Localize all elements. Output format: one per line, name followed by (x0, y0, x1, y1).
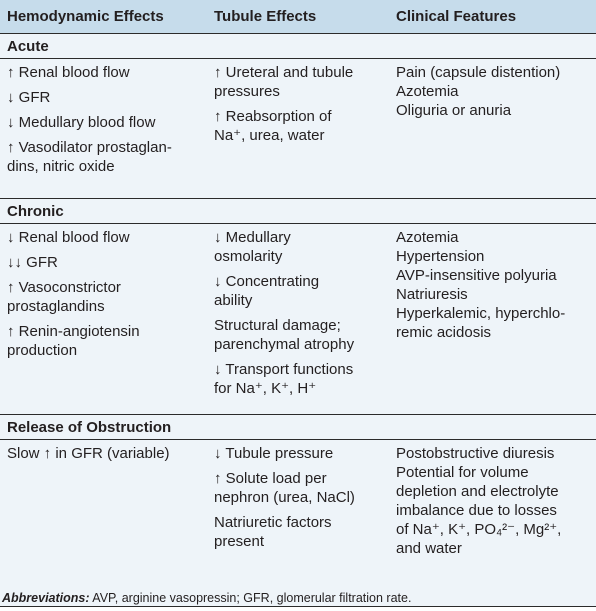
hemodynamic-cell (0, 63, 208, 198)
list-item (214, 272, 388, 310)
text-line: pressures (214, 83, 280, 100)
text-line: Na⁺, urea, water (214, 127, 325, 144)
table-body (0, 34, 596, 607)
table-row (0, 59, 596, 199)
clinical-cell (388, 228, 596, 414)
list-item (7, 138, 208, 176)
text-line: and water (396, 540, 462, 557)
list-item (7, 113, 208, 132)
text-line: Slow ↑ in GFR (variable) (7, 445, 170, 462)
hemodynamic-cell (0, 228, 208, 414)
abbreviations-label: Abbreviations: (2, 591, 90, 605)
text-line: Natriuretic factors (214, 514, 332, 531)
abbreviations-footnote (2, 591, 411, 605)
table-row (0, 224, 596, 415)
list-item (214, 444, 388, 463)
text-line: ↑ Reabsorption of (214, 108, 332, 125)
text-line: ↓ Renal blood flow (7, 229, 130, 246)
list-item (214, 107, 388, 145)
text-line: ↓ Concentrating (214, 273, 320, 290)
list-item (7, 322, 208, 360)
header-tubule: Tubule Effects (214, 8, 317, 25)
list-item (7, 63, 208, 82)
text-line: Oliguria or anuria (396, 102, 512, 119)
list-item (214, 63, 388, 101)
tubule-cell (208, 444, 388, 606)
clinical-cell (388, 444, 596, 606)
section-title: Acute (0, 34, 596, 59)
list-item (7, 278, 208, 316)
header-hemodynamic: Hemodynamic Effects (7, 8, 164, 25)
clinical-cell (388, 63, 596, 198)
tubule-cell (208, 228, 388, 414)
text-line: Potential for volume (396, 464, 529, 481)
list-item (7, 253, 208, 272)
list-item (396, 444, 596, 463)
text-line: remic acidosis (396, 324, 492, 341)
text-line: ↓ Transport functions (214, 361, 354, 378)
tubule-cell (208, 63, 388, 198)
text-line: ↓ GFR (7, 89, 51, 106)
text-line: Structural damage; (214, 317, 341, 334)
list-item (396, 463, 596, 558)
text-line: ↑ Solute load per (214, 470, 327, 487)
list-item (7, 444, 208, 463)
list-item (396, 228, 596, 342)
text-line: osmolarity (214, 248, 283, 265)
text-line: Azotemia (396, 83, 459, 100)
text-line: ↓↓ GFR (7, 254, 58, 271)
list-item (214, 360, 388, 398)
text-line: imbalance due to losses (396, 502, 557, 519)
hemodynamic-cell (0, 444, 208, 606)
list-item (214, 469, 388, 507)
list-item (7, 88, 208, 107)
text-line: ability (214, 292, 253, 309)
text-line: depletion and electrolyte (396, 483, 559, 500)
text-line: ↓ Tubule pressure (214, 445, 334, 462)
list-item (214, 316, 388, 354)
list-item (396, 63, 596, 120)
text-line: prostaglandins (7, 298, 105, 315)
table-header-row (0, 0, 596, 34)
header-clinical: Clinical Features (396, 8, 517, 25)
section-title: Release of Obstruction (0, 415, 596, 440)
text-line: Hyperkalemic, hyperchlo- (396, 305, 566, 322)
text-line: present (214, 533, 265, 550)
abbreviations-text: AVP, arginine vasopressin; GFR, glomerular filtration rate. (89, 591, 412, 605)
text-line: dins, nitric oxide (7, 158, 115, 175)
text-line: Hypertension (396, 248, 485, 265)
list-item (7, 228, 208, 247)
text-line: ↓ Medullary (214, 229, 291, 246)
text-line: ↑ Renal blood flow (7, 64, 130, 81)
text-line: ↑ Vasoconstrictor (7, 279, 121, 296)
table-row (0, 440, 596, 607)
text-line: nephron (urea, NaCl) (214, 489, 355, 506)
text-line: Natriuresis (396, 286, 468, 303)
list-item (214, 513, 388, 551)
text-line: Azotemia (396, 229, 459, 246)
text-line: Postobstructive diuresis (396, 445, 555, 462)
text-line: of Na⁺, K⁺, PO₄²⁻, Mg²⁺, (396, 521, 562, 538)
text-line: for Na⁺, K⁺, H⁺ (214, 380, 317, 397)
text-line: ↑ Ureteral and tubule (214, 64, 354, 81)
text-line: Pain (capsule distention) (396, 64, 561, 81)
text-line: ↑ Vasodilator prostaglan- (7, 139, 172, 156)
section-title: Chronic (0, 199, 596, 224)
text-line: production (7, 342, 78, 359)
text-line: parenchymal atrophy (214, 336, 355, 353)
text-line: ↑ Renin-angiotensin (7, 323, 140, 340)
text-line: AVP-insensitive polyuria (396, 267, 557, 284)
list-item (214, 228, 388, 266)
text-line: ↓ Medullary blood flow (7, 114, 156, 131)
